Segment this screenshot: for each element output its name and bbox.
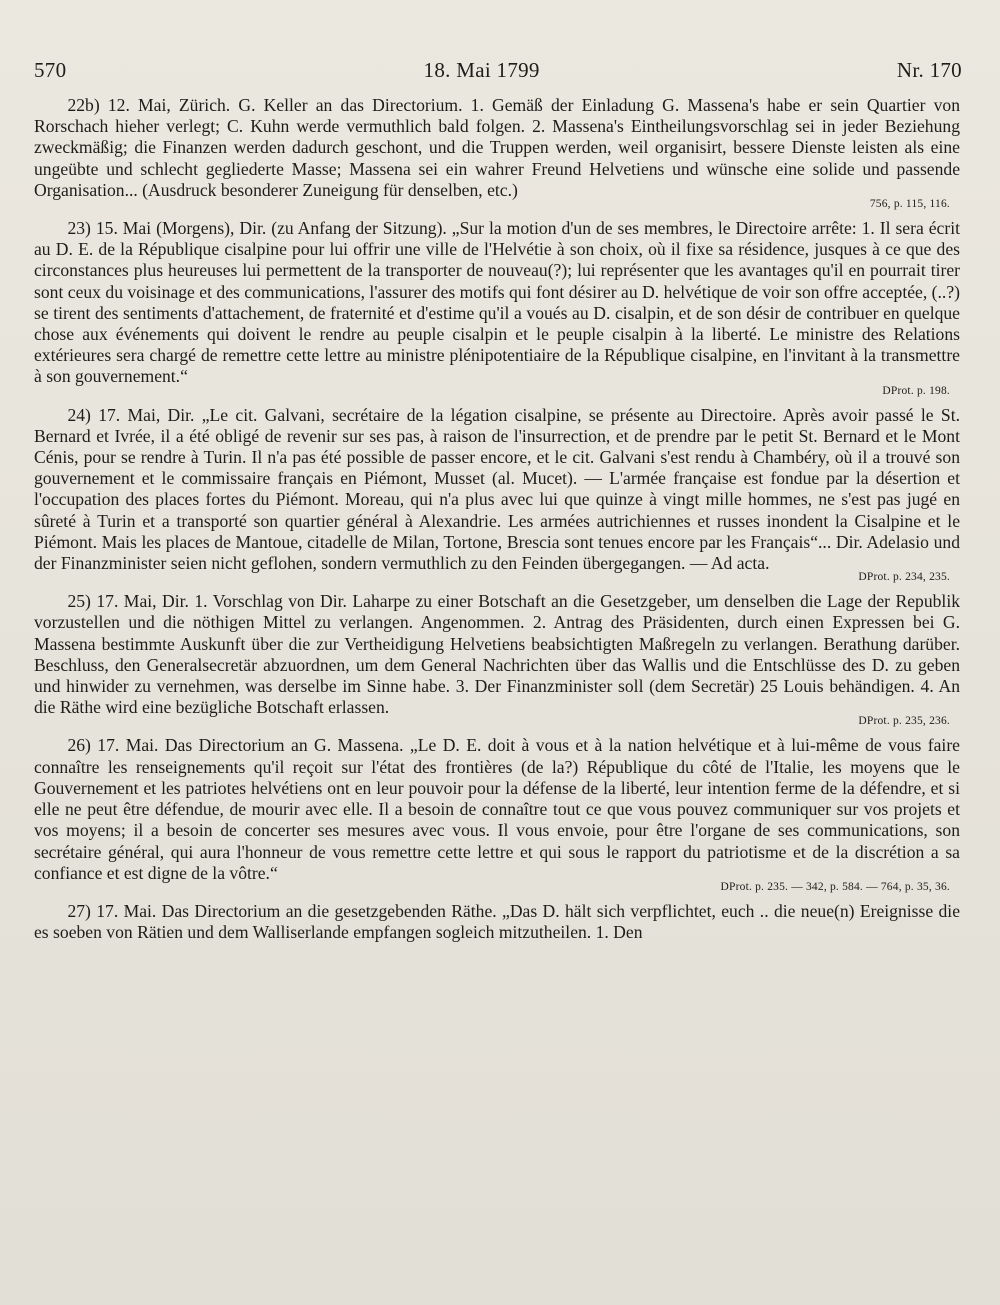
source-reference: DProt. p. 235, 236.	[858, 715, 950, 728]
entry-text: 26) 17. Mai. Das Directorium an G. Massena. „Le D. E. doit à vous et à la nation helvétique et à lui-même de vous faire connaître les renseignements qu'il reçoit sur l'état des frontières (de la?) République du côté de l'Italie, les moyens que le Gouvernement et les patriotes helvétiens ont en leur pouvoir pour la défense de la liberté, leur intention ferme de la défendre, et si elle ne peut être défendue, de mourir avec elle. Il a besoin de connaître tout ce que vous pouvez communiquer sur vos projets et vos moyens; il a besoin de concerter ses mesures avec vous. Il vous envoie, pour être l'organe de ses communications, son secrétaire général, qui aura l'honneur de vous remettre cette lettre et qui sous le rapport du patriotisme et de la discrétion a sa confiance et est digne de la vôtre.“	[34, 735, 960, 883]
entry-26	[34, 735, 960, 893]
page-number: 570	[34, 58, 67, 82]
running-date: 18. Mai 1799	[423, 58, 540, 82]
entry-24	[34, 405, 960, 585]
entry-23	[34, 218, 960, 398]
document-number: Nr. 170	[896, 58, 962, 82]
entry-25	[34, 591, 960, 728]
entry-text: 23) 15. Mai (Morgens), Dir. (zu Anfang der Sitzung). „Sur la motion d'un de ses membres, le Directoire arrête: 1. Il sera écrit au D. E. de la République cisalpine pour lui offrir une ville de l'Helvétie à son choix, où il fixe sa résidence, jusques à ce que des circonstances plus heureuses lui permettent de la transporter de nouveau(?); lui représenter que les avantages qu'il en pourrait tirer sont ceux du voisinage et des communications, l'assurer des motifs qui font désirer au D. helvétique de voir son offre acceptée, (..?) se tirent des sentiments d'attachement, de fraternité et d'estime qu'il a voués au D. cisalpin, et de son désir de contribuer en quelque chose aux événements qui doivent le rendre au peuple cisalpin et le peuple cisalpin à la liberté. Le ministre des Relations extérieures sera chargé de remettre cette lettre au ministre plénipotentiaire de la République cisalpine, en l'invitant à la transmettre à son gouvernement.“	[34, 218, 960, 387]
page-body	[34, 95, 960, 950]
entry-text: 24) 17. Mai, Dir. „Le cit. Galvani, secrétaire de la légation cisalpine, se présente au Directoire. Après avoir passé le St. Bernard et Ivrée, il a été obligé de revenir sur ses pas, à raison de l'insurrection, et de prendre par le petit St. Bernard et le Mont Cénis, pour se rendre à Turin. Il n'a pas été possible de passer encore, et le cit. Galvani s'est rendu à Chambéry, où il a trouvé son gouvernement et le commissaire français en Piémont, Musset (al. Mucet). — L'armée française est fondue par la désertion et l'occupation des places fortes du Piémont. Moreau, qui n'a plus avec lui que quinze à vingt mille hommes, ne s'est pas jugé en sûreté à Turin et a transporté son quartier général à Alexandrie. Les armées autrichiennes et russes inondent la Cisalpine et le Piémont. Mais les places de Mantoue, citadelle de Milan, Tortone, Brescia sont tenues encore par les Français“... Dir. Adelasio und der Finanzminister seien nicht geflohen, sondern vermuthlich zu den Feinden übergegangen. — Ad acta.	[34, 404, 960, 574]
source-reference: DProt. p. 198.	[882, 384, 950, 397]
entry-text: 25) 17. Mai, Dir. 1. Vorschlag von Dir. Laharpe zu einer Botschaft an die Gesetzgeber, um denselben die Lage der Republik vorzustellen und die nöthigen Mittel zu verlangen. Angenommen. 2. Antrag des Präsidenten, durch einen Expressen bei G. Massena bestimmte Auskunft über die zur Vertheidigung Helvetiens beabsichtigten Maßregeln zu verlangen. Berathung darüber. Beschluss, den Generalsecretär abzuordnen, um dem General Nachrichten über das Wallis und die Entschlüsse des D. zu geben und hinwider zu vernehmen, was derselbe im Sinne habe. 3. Der Finanzminister soll (dem Secretär) 25 Louis behändigen. 4. An die Räthe wird eine bezügliche Botschaft erlassen.	[34, 591, 960, 718]
page-header	[34, 58, 962, 83]
source-reference: 756, p. 115, 116.	[869, 198, 950, 211]
source-reference: DProt. p. 234, 235.	[858, 571, 950, 584]
entry-27	[34, 901, 960, 943]
entry-text: 22b) 12. Mai, Zürich. G. Keller an das Directorium. 1. Gemäß der Einladung G. Massena's habe er sein Quartier von Rorschach hieher verlegt; C. Kuhn werde vermuthlich bald folgen. 2. Massena's Eintheilungsvorschlag sei in jeder Beziehung zweckmäßig; die Finanzen werden dadurch geschont, und die Truppen werden, weil organisirt, bessere Dienste leisten als eine ungeübte und schlecht gegliederte Masse; Massena sei ein wahrer Freund Helvetiens und wünsche eine solide und passende Organisation... (Ausdruck besonderer Zuneigung für denselben, etc.)	[34, 95, 960, 200]
entry-22b	[34, 95, 960, 211]
source-reference: DProt. p. 235. — 342, p. 584. — 764, p. 35, 36.	[720, 880, 950, 893]
entry-text: 27) 17. Mai. Das Directorium an die gesetzgebenden Räthe. „Das D. hält sich verpflichtet, euch .. die neue(n) Ereignisse die es soeben von Rätien und dem Walliserlande empfangen sogleich mitzutheilen. 1. Den	[34, 900, 960, 943]
